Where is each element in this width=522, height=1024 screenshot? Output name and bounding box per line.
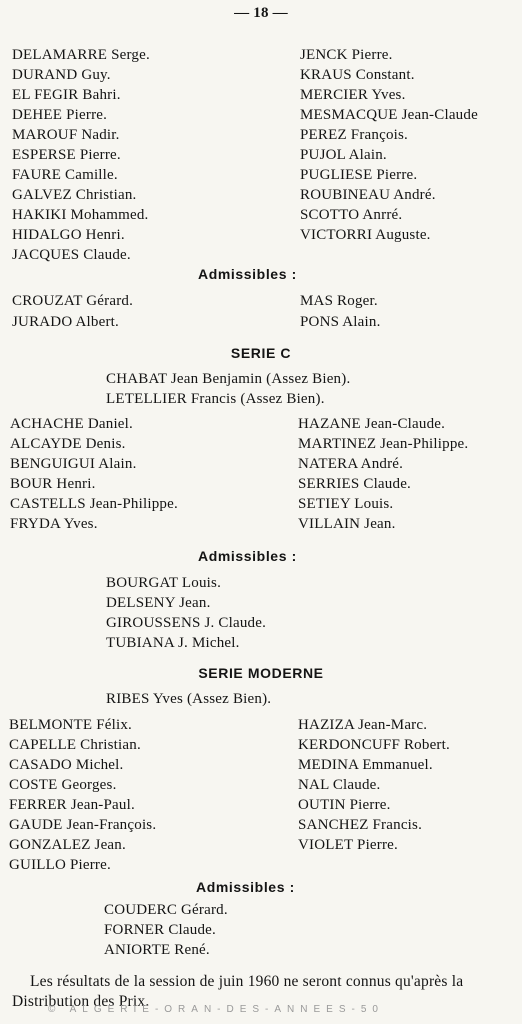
list-item: BOUR Henri. <box>10 476 96 492</box>
list-item: GIROUSSENS J. Claude. <box>106 615 267 631</box>
list-item: ALCAYDE Denis. <box>10 436 126 452</box>
list-item: NATERA André. <box>298 456 404 472</box>
list-item: PUJOL Alain. <box>300 147 387 163</box>
list-item: GONZALEZ Jean. <box>9 837 126 853</box>
list-item: BENGUIGUI Alain. <box>10 456 137 472</box>
honor-line: LETELLIER Francis (Assez Bien). <box>106 391 325 407</box>
list-item: MESMACQUE Jean-Claude <box>300 107 478 123</box>
list-item: JACQUES Claude. <box>12 247 131 263</box>
list-item: PONS Alain. <box>300 314 381 330</box>
list-item: GAUDE Jean-François. <box>9 817 157 833</box>
admissibles-heading: Admissibles : <box>198 548 297 564</box>
list-item: DURAND Guy. <box>12 67 111 83</box>
footer-note: Les résultats de la session de juin 1960 ne seront connus qu'après la Distribution des Prix. <box>12 973 464 1010</box>
admissibles-heading: Admissibles : <box>198 266 297 282</box>
serie-c-heading: SERIE C <box>230 345 292 361</box>
list-item: JENCK Pierre. <box>300 47 393 63</box>
list-item: MARTINEZ Jean-Philippe. <box>298 436 469 452</box>
list-item: HAZANE Jean-Claude. <box>298 416 446 432</box>
list-item: CASTELLS Jean-Philippe. <box>10 496 178 512</box>
list-item: GUILLO Pierre. <box>9 857 111 873</box>
honor-line: RIBES Yves (Assez Bien). <box>106 691 272 707</box>
list-item: SERRIES Claude. <box>298 476 412 492</box>
list-item: MEDINA Emmanuel. <box>298 757 433 773</box>
list-item: COUDERC Gérard. <box>104 902 228 918</box>
list-item: FRYDA Yves. <box>10 516 98 532</box>
list-item: PUGLIESE Pierre. <box>300 167 418 183</box>
list-item: HAKIKI Mohammed. <box>12 207 149 223</box>
list-item: KRAUS Constant. <box>300 67 415 83</box>
list-item: PEREZ François. <box>300 127 408 143</box>
list-item: KERDONCUFF Robert. <box>298 737 450 753</box>
list-item: MAROUF Nadir. <box>12 127 120 143</box>
list-item: SETIEY Louis. <box>298 496 394 512</box>
list-item: VICTORRI Auguste. <box>300 227 431 243</box>
list-item: JURADO Albert. <box>12 314 119 330</box>
list-item: HIDALGO Henri. <box>12 227 125 243</box>
list-item: SCOTTO Anrré. <box>300 207 403 223</box>
list-item: GALVEZ Christian. <box>12 187 137 203</box>
honor-line: CHABAT Jean Benjamin (Assez Bien). <box>106 371 351 387</box>
list-item: EL FEGIR Bahri. <box>12 87 121 103</box>
list-item: ACHACHE Daniel. <box>10 416 133 432</box>
list-item: TUBIANA J. Michel. <box>106 635 240 651</box>
list-item: CAPELLE Christian. <box>9 737 141 753</box>
list-item: ESPERSE Pierre. <box>12 147 121 163</box>
list-item: CASADO Michel. <box>9 757 124 773</box>
list-item: SANCHEZ Francis. <box>298 817 423 833</box>
list-item: DELSENY Jean. <box>106 595 211 611</box>
list-item: DELAMARRE Serge. <box>12 47 150 63</box>
list-item: VILLAIN Jean. <box>298 516 396 532</box>
list-item: HAZIZA Jean-Marc. <box>298 717 428 733</box>
serie-moderne-heading: SERIE MODERNE <box>198 665 324 681</box>
list-item: ROUBINEAU André. <box>300 187 436 203</box>
page-number: — 18 — <box>234 5 288 21</box>
list-item: OUTIN Pierre. <box>298 797 391 813</box>
list-item: DEHEE Pierre. <box>12 107 108 123</box>
list-item: MAS Roger. <box>300 293 378 309</box>
list-item: VIOLET Pierre. <box>298 837 398 853</box>
watermark: © ALGERIE-ORAN-DES-ANNEES-50 <box>48 1004 384 1015</box>
list-item: CROUZAT Gérard. <box>12 293 134 309</box>
list-item: FERRER Jean-Paul. <box>9 797 135 813</box>
admissibles-heading: Admissibles : <box>196 879 295 895</box>
list-item: NAL Claude. <box>298 777 381 793</box>
list-item: FORNER Claude. <box>104 922 216 938</box>
list-item: MERCIER Yves. <box>300 87 406 103</box>
list-item: FAURE Camille. <box>12 167 118 183</box>
list-item: BELMONTE Félix. <box>9 717 132 733</box>
list-item: ANIORTE René. <box>104 942 210 958</box>
list-item: COSTE Georges. <box>9 777 117 793</box>
list-item: BOURGAT Louis. <box>106 575 222 591</box>
